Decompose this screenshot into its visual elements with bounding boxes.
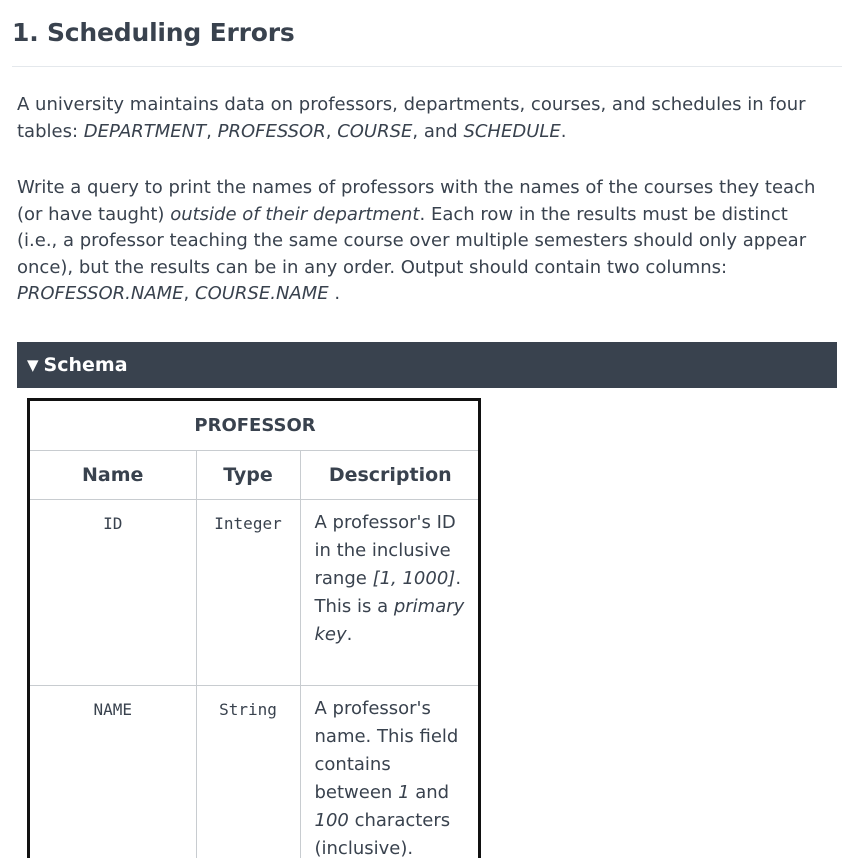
- desc-text: and: [410, 782, 450, 803]
- column-header-description: Description: [300, 451, 480, 500]
- desc-text: characters (inclusive).: [315, 810, 451, 858]
- triangle-down-icon: ▼: [27, 356, 39, 374]
- desc-text: A professor's ID in the inclusive range: [315, 512, 456, 589]
- desc-text: .: [347, 624, 353, 645]
- table-row: [30, 686, 480, 858]
- table-name-course: COURSE: [337, 121, 412, 142]
- table-name-schedule: SCHEDULE: [463, 121, 560, 142]
- sentence-end: .: [329, 283, 340, 304]
- task-emphasis: outside of their department: [170, 204, 419, 225]
- task-paragraph: [17, 175, 832, 308]
- professor-schema-table: [30, 401, 480, 858]
- field-description: [300, 500, 480, 686]
- sentence-end: .: [561, 121, 567, 142]
- task-text: Write a query to print the names of professors with the names of the courses they teach (or have taught): [17, 177, 815, 225]
- professor-table-container: [27, 398, 481, 858]
- task-text-cont: . Each row in the results must be distinct (i.e., a professor teaching the same course over multiple semesters should only appear once), but the results can be in any order. Output should contain two columns:: [17, 204, 806, 278]
- page-title: 1. Scheduling Errors: [12, 18, 295, 47]
- desc-emphasis: 1: [398, 782, 409, 803]
- field-name: ID: [30, 500, 196, 686]
- field-type: String: [196, 686, 300, 858]
- desc-emphasis: [1, 1000]: [373, 568, 456, 589]
- output-column-1: PROFESSOR.NAME: [17, 283, 184, 304]
- separator: ,: [184, 283, 195, 304]
- schema-toggle[interactable]: [17, 342, 837, 388]
- table-row: [30, 500, 480, 686]
- intro-text: A university maintains data on professors, departments, courses, and schedules in four tables:: [17, 94, 806, 142]
- intro-paragraph: [17, 92, 822, 145]
- desc-emphasis: 100: [315, 810, 349, 831]
- column-header-name: Name: [30, 451, 196, 500]
- table-name-professor: PROFESSOR: [218, 121, 326, 142]
- separator: , and: [412, 121, 463, 142]
- desc-text: . This is a: [315, 568, 462, 617]
- schema-label: Schema: [44, 354, 128, 376]
- separator: ,: [326, 121, 337, 142]
- title-divider: [12, 66, 842, 67]
- separator: ,: [206, 121, 217, 142]
- table-name-department: DEPARTMENT: [84, 121, 206, 142]
- field-type: Integer: [196, 500, 300, 686]
- table-title: PROFESSOR: [30, 401, 480, 451]
- field-name: NAME: [30, 686, 196, 858]
- column-header-type: Type: [196, 451, 300, 500]
- desc-text: A professor's name. This field contains between: [315, 698, 459, 803]
- output-column-2: COURSE.NAME: [195, 283, 329, 304]
- desc-emphasis: primary key: [315, 596, 465, 645]
- field-description: [300, 686, 480, 858]
